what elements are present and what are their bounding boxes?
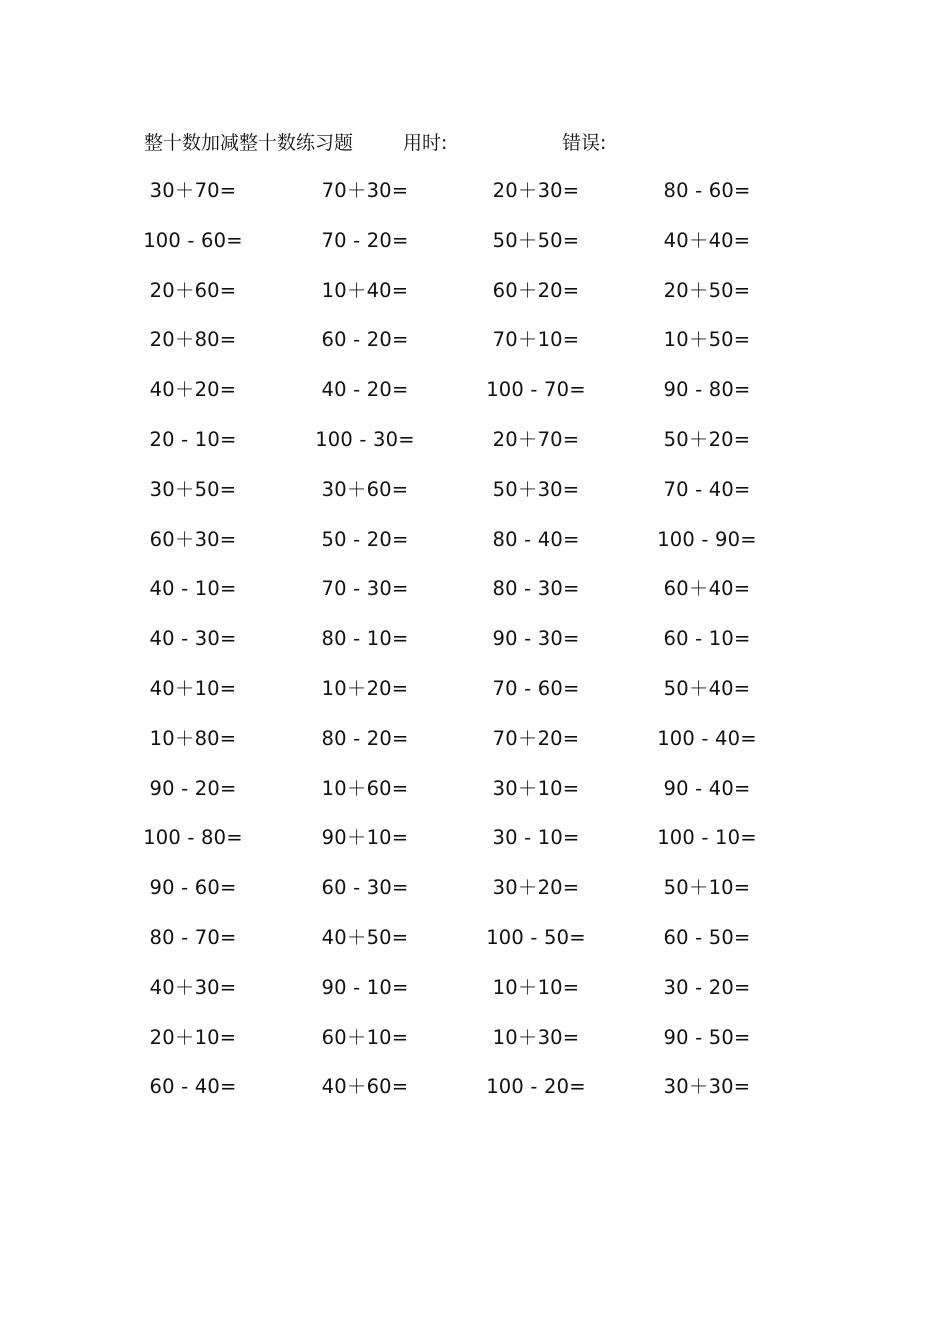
problem-item: 40＋10= — [149, 676, 237, 700]
problem-row — [0, 823, 950, 873]
problem-grid — [0, 176, 950, 1122]
problem-row — [0, 475, 950, 525]
problem-item: 30＋70= — [149, 179, 237, 202]
problem-item: 30＋20= — [492, 876, 580, 900]
problem-item: 20＋10= — [149, 1025, 237, 1049]
problem-item: 90 - 30= — [492, 627, 580, 651]
problem-item: 70 - 30= — [321, 577, 409, 601]
problem-item: 80 - 60= — [663, 179, 751, 202]
problem-item: 30 - 10= — [492, 826, 580, 850]
problem-item: 40＋30= — [149, 975, 237, 999]
problem-item: 100 - 30= — [315, 427, 415, 451]
time-used-label: 用时: — [403, 132, 448, 154]
problem-item: 80 - 10= — [321, 627, 409, 651]
problem-item: 60 - 10= — [663, 627, 751, 651]
problem-item: 90＋10= — [321, 826, 409, 850]
problem-item: 90 - 20= — [149, 776, 237, 800]
problem-item: 100 - 50= — [486, 925, 586, 949]
problem-item: 40＋60= — [321, 1075, 409, 1099]
problem-row — [0, 1072, 950, 1122]
problem-row — [0, 973, 950, 1023]
problem-item: 80 - 20= — [321, 726, 409, 750]
worksheet-header — [0, 128, 950, 158]
problem-item: 10＋30= — [492, 1025, 580, 1049]
problem-item: 40 - 10= — [149, 577, 237, 601]
problem-item: 10＋20= — [321, 676, 409, 700]
problem-item: 20＋60= — [149, 278, 237, 302]
problem-item: 60 - 20= — [321, 328, 409, 352]
problem-item: 30＋10= — [492, 776, 580, 800]
problem-item: 70 - 20= — [321, 228, 409, 252]
problem-item: 10＋80= — [149, 726, 237, 750]
problem-item: 100 - 80= — [143, 826, 243, 850]
problem-item: 80 - 30= — [492, 577, 580, 601]
problem-item: 50＋20= — [663, 427, 751, 451]
problem-row — [0, 923, 950, 973]
worksheet-title: 整十数加减整十数练习题 — [144, 132, 354, 154]
problem-item: 90 - 10= — [321, 975, 409, 999]
problem-row — [0, 574, 950, 624]
problem-item: 90 - 60= — [149, 876, 237, 900]
problem-item: 70 - 60= — [492, 676, 580, 700]
problem-item: 30＋60= — [321, 477, 409, 501]
problem-item: 70＋10= — [492, 328, 580, 352]
problem-row — [0, 1023, 950, 1073]
problem-item: 10＋60= — [321, 776, 409, 800]
problem-item: 20 - 10= — [149, 427, 237, 451]
problem-item: 40＋40= — [663, 228, 751, 252]
problem-item: 30＋50= — [149, 477, 237, 501]
problem-item: 60＋40= — [663, 577, 751, 601]
problem-row — [0, 375, 950, 425]
problem-item: 50＋50= — [492, 228, 580, 252]
problem-item: 90 - 40= — [663, 776, 751, 800]
problem-item: 30＋30= — [663, 1075, 751, 1099]
problem-row — [0, 724, 950, 774]
problem-row — [0, 325, 950, 375]
problem-item: 60＋20= — [492, 278, 580, 302]
problem-row — [0, 624, 950, 674]
problem-item: 70 - 40= — [663, 477, 751, 501]
problem-item: 70＋30= — [321, 179, 409, 202]
problem-row — [0, 525, 950, 575]
problem-item: 10＋10= — [492, 975, 580, 999]
problem-item: 100 - 10= — [657, 826, 757, 850]
problem-row — [0, 276, 950, 326]
problem-item: 20＋80= — [149, 328, 237, 352]
errors-label: 错误: — [562, 132, 607, 154]
problem-item: 20＋50= — [663, 278, 751, 302]
problem-item: 40＋50= — [321, 925, 409, 949]
problem-item: 10＋50= — [663, 328, 751, 352]
problem-item: 100 - 90= — [657, 527, 757, 551]
problem-item: 40 - 20= — [321, 378, 409, 402]
problem-item: 20＋30= — [492, 179, 580, 202]
problem-item: 50＋10= — [663, 876, 751, 900]
problem-item: 60＋30= — [149, 527, 237, 551]
problem-item: 60 - 50= — [663, 925, 751, 949]
problem-row — [0, 674, 950, 724]
problem-item: 60 - 30= — [321, 876, 409, 900]
problem-item: 60＋10= — [321, 1025, 409, 1049]
problem-item: 80 - 70= — [149, 925, 237, 949]
problem-item: 50＋40= — [663, 676, 751, 700]
problem-item: 90 - 80= — [663, 378, 751, 402]
problem-row — [0, 176, 950, 226]
problem-item: 50＋30= — [492, 477, 580, 501]
problem-item: 50 - 20= — [321, 527, 409, 551]
problem-item: 20＋70= — [492, 427, 580, 451]
problem-item: 60 - 40= — [149, 1075, 237, 1099]
problem-item: 100 - 40= — [657, 726, 757, 750]
problem-row — [0, 873, 950, 923]
problem-item: 100 - 20= — [486, 1075, 586, 1099]
problem-item: 80 - 40= — [492, 527, 580, 551]
problem-row — [0, 425, 950, 475]
problem-item: 40 - 30= — [149, 627, 237, 651]
problem-item: 70＋20= — [492, 726, 580, 750]
problem-item: 40＋20= — [149, 378, 237, 402]
problem-item: 100 - 60= — [143, 228, 243, 252]
problem-item: 90 - 50= — [663, 1025, 751, 1049]
problem-row — [0, 774, 950, 824]
problem-item: 100 - 70= — [486, 378, 586, 402]
problem-item: 30 - 20= — [663, 975, 751, 999]
problem-item: 10＋40= — [321, 278, 409, 302]
problem-row — [0, 226, 950, 276]
